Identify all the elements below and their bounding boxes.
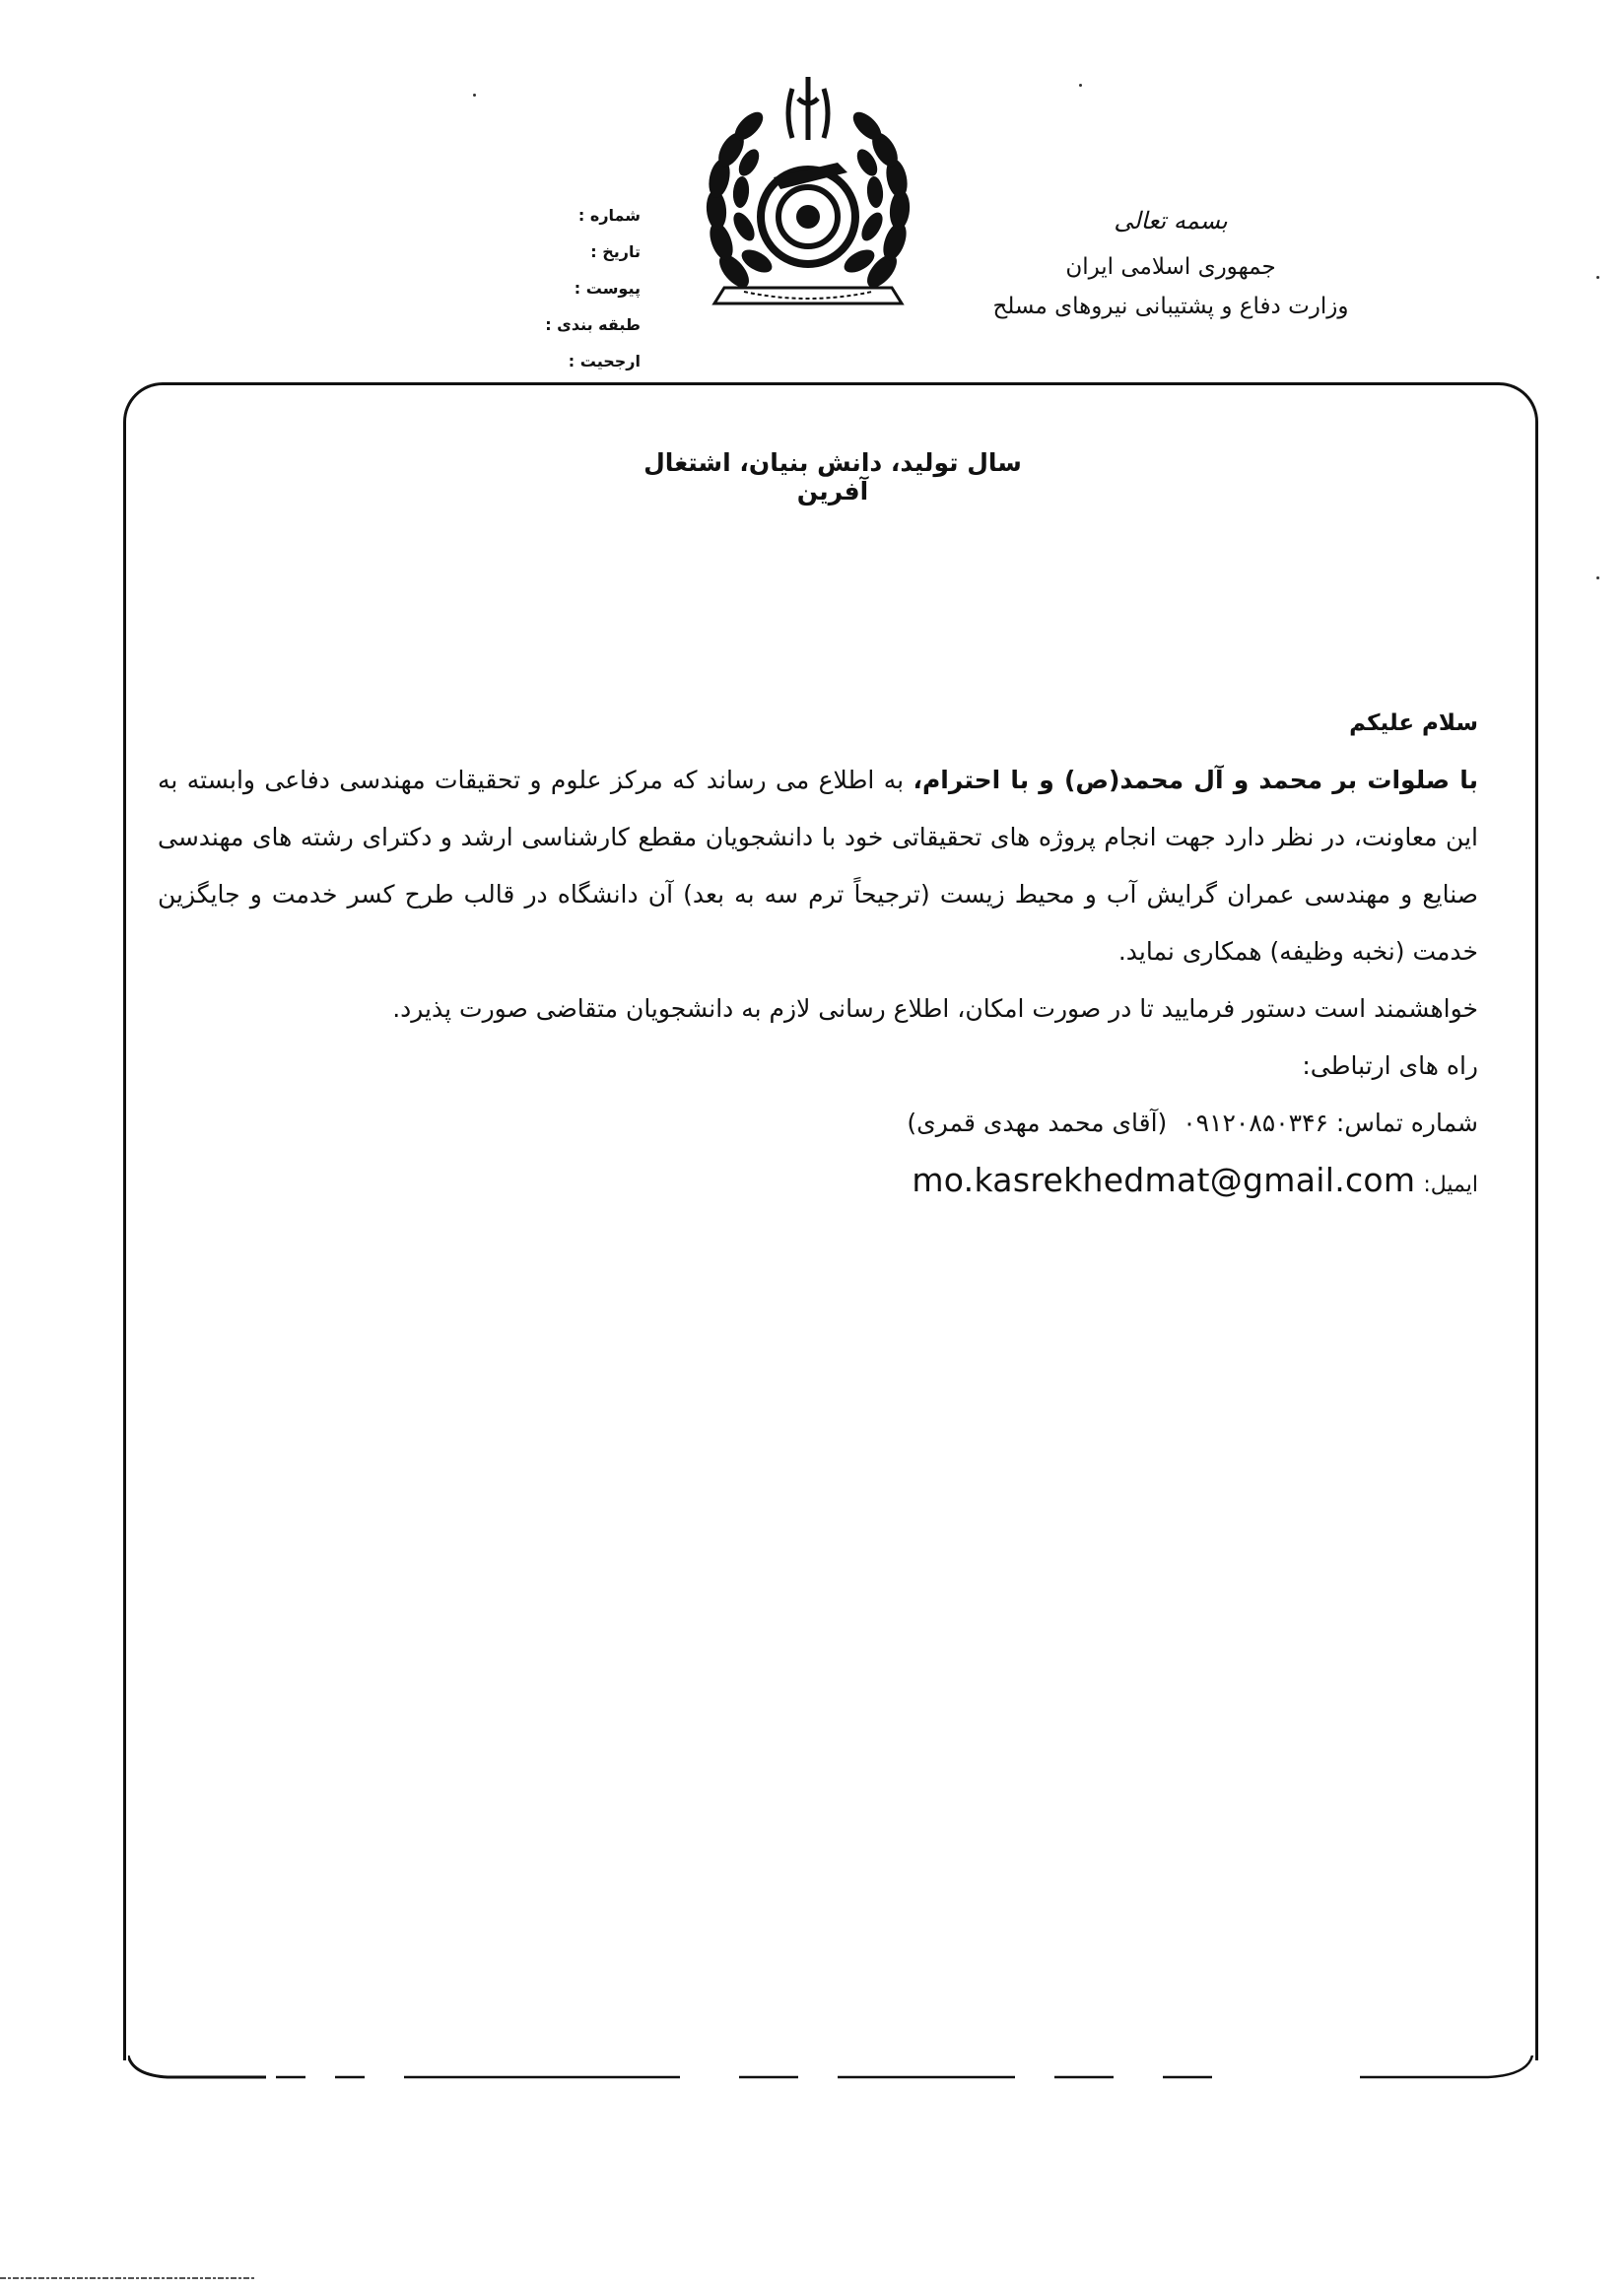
meta-attachment-label: پیوست : xyxy=(574,279,641,298)
letter-meta-fields xyxy=(537,197,641,379)
paragraph-1 xyxy=(158,752,1478,980)
letter-body xyxy=(158,695,1478,1214)
meta-date-label: تاریخ : xyxy=(590,242,641,261)
greeting: سلام علیکم xyxy=(1349,710,1478,736)
scan-artifact-strip xyxy=(0,2266,522,2272)
phone-line xyxy=(158,1095,1478,1152)
scan-speck xyxy=(1596,276,1599,279)
paragraph-1-text: به اطلاع می رساند که مرکز علوم و تحقیقات مهندسی دفاعی وابسته به این معاونت، در نظر دارد جهت انجام پروژه های تحقیقاتی خود با دانشجویان مقطع کارشناسی ارشد و دکترای رشته های مهندسی صنایع و مهندسی عمران گرایش آب و محیط زیست (ترجیحاً ترم سه به بعد) آن دانشگاه در قالب طرح کسر خدمت و جایگزین خدمت (نخبه وظیفه) همکاری نماید. xyxy=(158,766,1478,966)
contact-heading: راه های ارتباطی: xyxy=(1302,1051,1478,1080)
scan-speck xyxy=(1596,576,1599,579)
letterhead-block xyxy=(964,207,1378,319)
year-slogan: سال تولید، دانش بنیان، اشتغال آفرین xyxy=(643,448,1022,505)
phone-contact-name: (آقای محمد مهدی قمری) xyxy=(907,1109,1168,1137)
paragraph-2: خواهشمند است دستور فرمایید تا در صورت امکان، اطلاع رسانی لازم به دانشجویان متقاضی صورت پذیرد. xyxy=(392,994,1478,1023)
basmala: بسمه تعالی xyxy=(1114,207,1228,235)
phone-label: شماره تماس: xyxy=(1335,1109,1478,1137)
ministry-name: وزارت دفاع و پشتیبانی نیروهای مسلح xyxy=(992,294,1349,319)
country-name: جمهوری اسلامی ایران xyxy=(1065,254,1276,280)
phone-number: ۰۹۱۲۰۸۵۰۳۴۶ xyxy=(1183,1109,1328,1137)
meta-classification-label: طبقه بندی : xyxy=(545,315,641,334)
scan-speck xyxy=(473,94,476,97)
letter-frame xyxy=(123,382,1538,2060)
intro-salutation: با صلوات بر محمد و آل محمد(ص) و با احترام، xyxy=(913,766,1479,794)
letter-frame-bottom xyxy=(128,2055,1537,2085)
meta-priority-label: ارجحیت : xyxy=(568,352,641,370)
scan-speck xyxy=(1079,84,1082,87)
email-line xyxy=(158,1152,1478,1214)
email-address: mo.kasrekhedmat@gmail.com xyxy=(912,1161,1416,1199)
meta-number-label: شماره : xyxy=(577,206,641,225)
email-label: ایمیل: xyxy=(1423,1173,1478,1197)
ministry-emblem xyxy=(690,69,926,340)
